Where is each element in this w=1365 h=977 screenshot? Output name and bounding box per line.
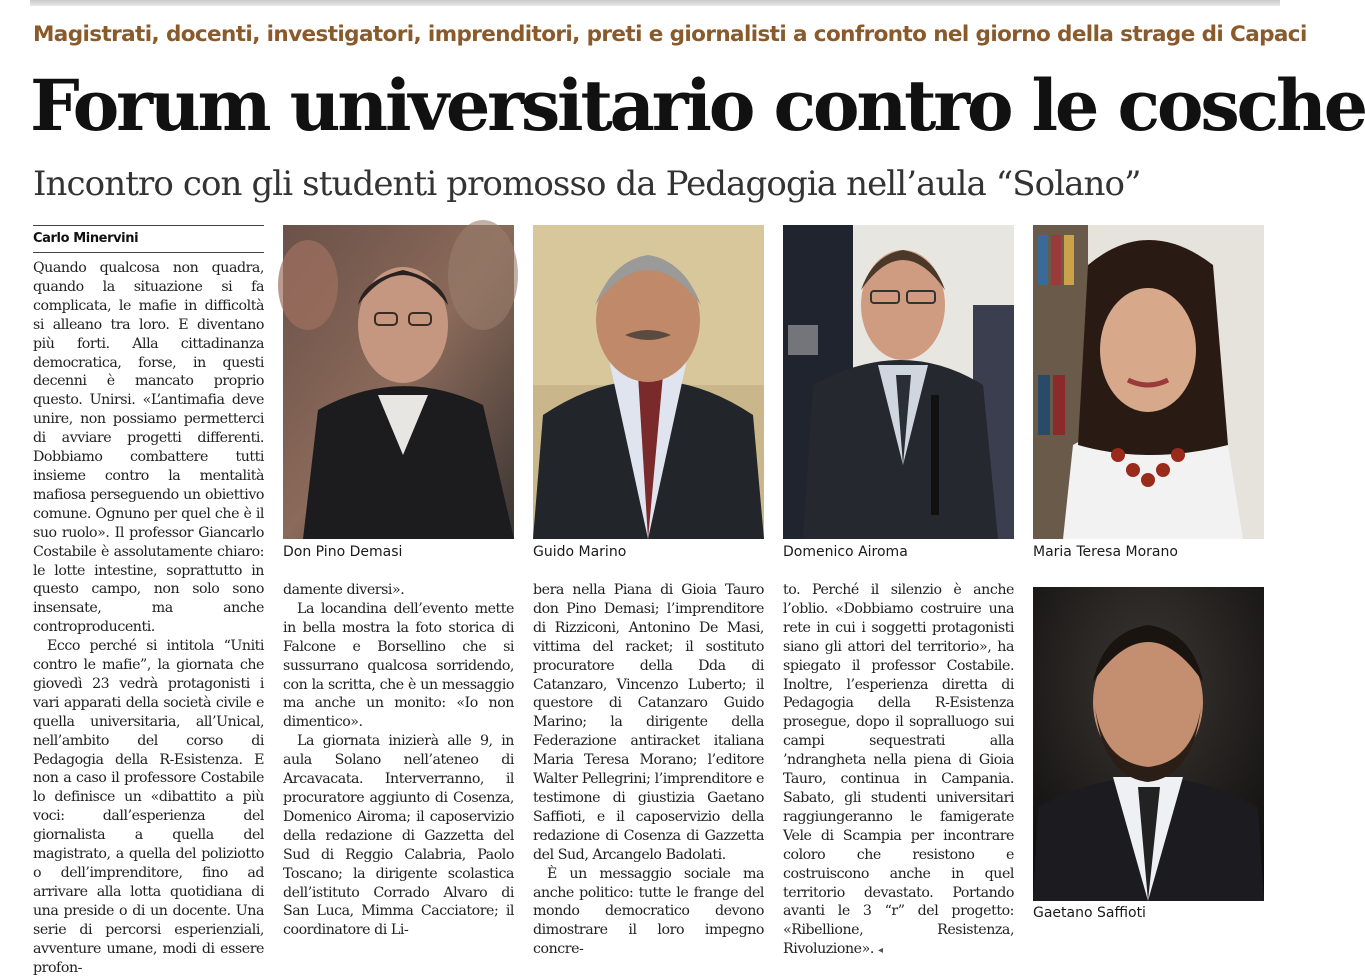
paragraph: bera nella Piana di Gioia Tauro don Pino Demasi; l’imprenditore di Rizziconi, Antonino De Masi, vittima del racket; il sostituto procuratore della Dda di Catanzaro, Vincenzo Luberto; il questore di Catanzaro Guido Marino; la dirigente della Federazione antiracket italiana Maria Teresa Morano; l’editore Walter Pellegrini; l’imprenditore e testimone di giustizia Gaetano Saffioti, e il caposervizio della redazione di Cosenza di Gazzetta del Sud, Arcangelo Badolati. [533, 582, 764, 863]
paragraph: Ecco perché si intitola “Uniti contro le mafie”, la giornata che giovedì 23 vedrà protagonisti i vari apparati della società civile e quella universitaria, all’Unical, nell’ambito del corso di Pedagogia della R-Esistenza. E non a caso il professore Costabile lo definisce un «dibattito a più voci: dall’esperienza del giornalista a quella del magistrato, a quella del poliziotto o dell’imprenditore, fino ad arrivare alla lotta quotidiana di una preside o di un docente. Una serie di percorsi esperienziali, avventure umane, modi di essere profon- [33, 638, 264, 976]
paragraph: damente diversi». [283, 582, 405, 598]
kicker: Magistrati, docenti, investigatori, imprenditori, preti e giornalisti a confronto nel giorno della strage di Capaci [33, 22, 1307, 47]
top-rule [30, 0, 1280, 6]
article-column-1 [33, 259, 264, 976]
paragraph: to. Perché il silenzio è anche l’oblio. «Dobbiamo costruire una rete in cui i soggetti protagonisti siano gli attori del territorio», ha spiegato il professor Costabile. Inoltre, l’esperienza diretta di Pedagogia della R-Esistenza prosegue, dopo il sopralluogo sui campi sequestrati alla ’ndrangheta nella piena di Gioia Tauro, continua in Campania. Sabato, gli studenti universitari raggiungeranno le famigerate Vele di Scampia per incontrare coloro che resistono e costruiscono anche in quel territorio devastato. Portando avanti le 3 “r” del progetto: «Ribellione, Resistenza, Rivoluzione». [783, 582, 1014, 958]
article-column-3 [533, 581, 764, 958]
byline: Carlo Minervini [33, 231, 139, 246]
paragraph: Quando qualcosa non quadra, quando la situazione si fa complicata, le mafie in difficoltà si alleano tra loro. E diventano più forti. Alla cittadinanza democratica, forse, in questi decenni è mancato proprio questo. Unirsi. «L’antimafia deve unire, non possiamo permetterci di avviare progetti differenti. Dobbiamo combattere tutti insieme contro la mentalità mafiosa perseguendo un obiettivo comune. Ognuno per quel che è il suo ruolo». Il professor Giancarlo Costabile è assolutamente chiaro: le lotte intestine, soprattutto in questo campo, non solo sono insensate, ma anche controproducenti. [33, 260, 264, 636]
photo-caption-airoma: Domenico Airoma [783, 544, 908, 560]
paragraph: La locandina dell’evento mette in bella mostra la foto storica di Falcone e Borsellino che si sussurrano qualcosa sorridendo, con la scritta, che è un messaggio ma anche un monito: «Io non dimentico». [283, 600, 514, 731]
article-column-2 [283, 581, 514, 939]
end-mark: ◂ [877, 945, 883, 957]
byline-rule-top [33, 225, 264, 226]
subhead: Incontro con gli studenti promosso da Pedagogia nell’aula “Solano” [33, 164, 1141, 204]
byline-rule-bottom [33, 252, 264, 253]
photo-caption-marino: Guido Marino [533, 544, 627, 560]
photo-caption-morano: Maria Teresa Morano [1033, 544, 1178, 560]
photo-caption-saffioti: Gaetano Saffioti [1033, 905, 1146, 921]
article-column-4 [783, 581, 1014, 958]
headline: Forum universitario contro le cosche [30, 64, 1365, 147]
photo-morano [1033, 225, 1264, 539]
paragraph: È un messaggio sociale ma anche politico: tutte le frange del mondo democratico devono dimostrare il loro impegno concre- [533, 865, 764, 958]
photo-marino [533, 225, 764, 539]
paragraph: La giornata inizierà alle 9, in aula Solano nell’ateneo di Arcavacata. Interverranno, il procuratore aggiunto di Cosenza, Domenico Airoma; il caposervizio della redazione di Gazzetta del Sud di Reggio Calabria, Paolo Toscano; la dirigente scolastica dell’istituto Corrado Alvaro di San Luca, Mimma Cacciatore; il coordinatore di Li- [283, 733, 514, 939]
photo-demasi [283, 225, 514, 539]
photo-saffioti [1033, 587, 1264, 901]
photo-airoma [783, 225, 1014, 539]
photo-caption-demasi: Don Pino Demasi [283, 544, 403, 560]
